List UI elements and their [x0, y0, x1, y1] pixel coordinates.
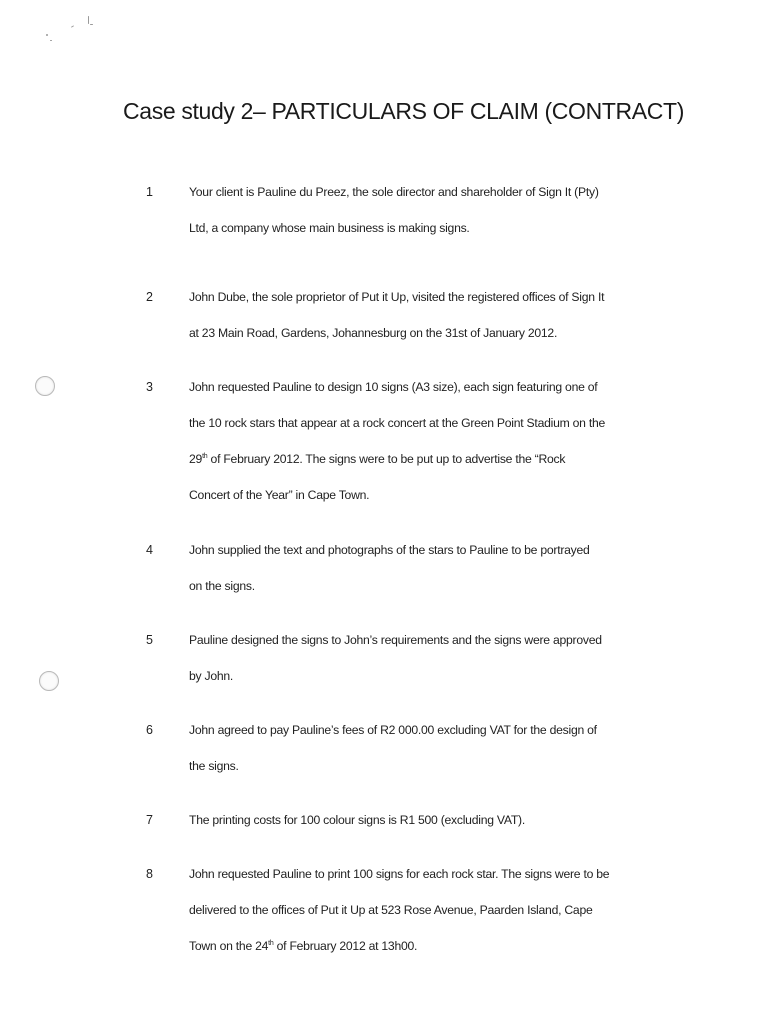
item-number: 1 — [146, 185, 153, 199]
item-number: 7 — [146, 813, 153, 827]
page-title: Case study 2– PARTICULARS OF CLAIM (CONTRACT) — [123, 98, 685, 124]
item-text-line: Town on the 24th of February 2012 at 13h00. — [189, 939, 418, 953]
punch-hole-bottom — [39, 671, 59, 691]
item-text-line: Ltd, a company whose main business is making signs. — [189, 221, 470, 235]
scan-marks — [44, 14, 104, 44]
item-text-line: the signs. — [189, 759, 239, 773]
item-text-line: at 23 Main Road, Gardens, Johannesburg on the 31st of January 2012. — [189, 326, 558, 340]
item-number: 8 — [146, 867, 153, 881]
item-number: 4 — [146, 543, 153, 557]
item-text-line: John agreed to pay Pauline’s fees of R2 000.00 excluding VAT for the design of — [189, 723, 597, 737]
item-text-line: 29th of February 2012. The signs were to be put up to advertise the “Rock — [189, 452, 566, 466]
item-number: 5 — [146, 633, 153, 647]
item-text-line: John requested Pauline to print 100 signs for each rock star. The signs were to be — [189, 867, 610, 881]
item-number: 6 — [146, 723, 153, 737]
item-text-line: delivered to the offices of Put it Up at 523 Rose Avenue, Paarden Island, Cape — [189, 903, 593, 917]
item-text-line: Your client is Pauline du Preez, the sole director and shareholder of Sign It (Pty) — [189, 185, 599, 199]
item-text-line: John Dube, the sole proprietor of Put it Up, visited the registered offices of Sign It — [189, 290, 605, 304]
item-text-line: on the signs. — [189, 579, 255, 593]
item-text-line: by John. — [189, 669, 234, 683]
item-text-line: Pauline designed the signs to John’s requirements and the signs were approved — [189, 633, 602, 647]
item-text-line: the 10 rock stars that appear at a rock concert at the Green Point Stadium on the — [189, 416, 606, 430]
item-text-line: John requested Pauline to design 10 signs (A3 size), each sign featuring one of — [189, 380, 598, 394]
item-number: 2 — [146, 290, 153, 304]
item-text-line: John supplied the text and photographs of the stars to Pauline to be portrayed — [189, 543, 590, 557]
punch-hole-top — [35, 376, 55, 396]
item-text-line: Concert of the Year” in Cape Town. — [189, 488, 370, 502]
item-number: 3 — [146, 380, 153, 394]
item-text-line: The printing costs for 100 colour signs is R1 500 (excluding VAT). — [189, 813, 525, 827]
